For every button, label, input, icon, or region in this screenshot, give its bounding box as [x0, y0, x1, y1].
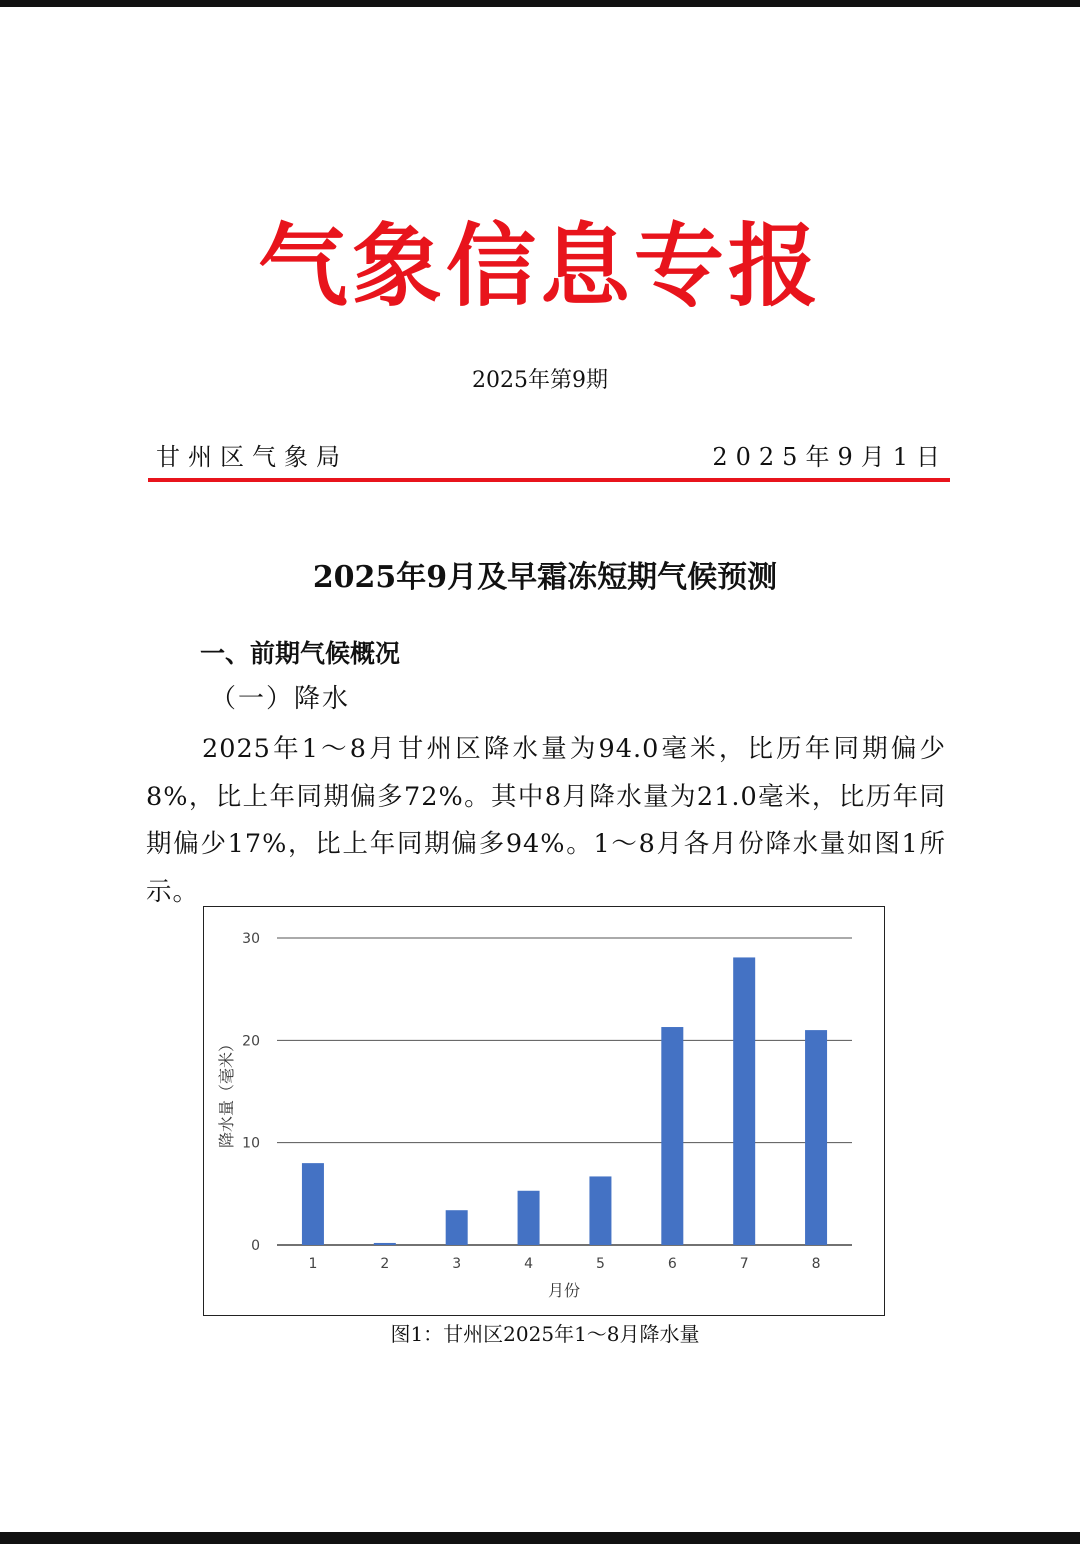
subsection-heading: （一）降水 [210, 684, 351, 714]
document-title: 2025年9月及早霜冻短期气候预测 [312, 560, 778, 595]
y-axis-title: 降水量（毫米） [217, 1035, 236, 1149]
issue-number: 2025年第9期 [472, 368, 608, 393]
publish-date: 2025年9月1日 [712, 443, 948, 471]
x-tick-label: 3 [452, 1256, 462, 1272]
red-divider-rule [148, 478, 950, 482]
bar-month-1 [302, 1163, 324, 1245]
body-paragraph: 2025年1～8月甘州区降水量为94.0毫米，比历年同期偏少8%，比上年同期偏多72%。其中8月降水量为21.0毫米，比历年同期偏少17%，比上年同期偏多94%。1～8月各月份降水量如图1所示。 [146, 734, 946, 907]
x-axis-title: 月份 [547, 1281, 581, 1300]
x-tick-label: 6 [667, 1256, 677, 1272]
bar-month-7 [733, 957, 755, 1245]
x-tick-label: 2 [380, 1256, 390, 1272]
y-tick-label: 10 [242, 1135, 260, 1152]
bottom-border [0, 1532, 1080, 1544]
y-tick-label: 20 [242, 1033, 260, 1050]
y-tick-label: 0 [251, 1238, 260, 1254]
bar-month-4 [518, 1191, 540, 1245]
agency-name: 甘州区气象局 [156, 443, 348, 471]
x-tick-label: 4 [524, 1256, 534, 1272]
bar-month-5 [589, 1176, 611, 1245]
bar-month-6 [661, 1027, 683, 1245]
y-tick-label: 30 [242, 931, 260, 947]
chart-canvas [204, 907, 886, 1317]
bar-month-2 [374, 1243, 396, 1245]
bar-month-8 [805, 1030, 827, 1245]
x-tick-label: 7 [739, 1256, 749, 1272]
precipitation-chart [203, 906, 885, 1316]
x-tick-label: 8 [811, 1256, 821, 1272]
bar-month-3 [446, 1210, 468, 1245]
x-tick-label: 5 [595, 1256, 605, 1272]
masthead-title: 气象信息专报 [258, 214, 822, 319]
section-heading: 一、前期气候概况 [200, 639, 401, 668]
x-tick-label: 1 [308, 1256, 318, 1272]
figure-caption: 图1：甘州区2025年1～8月降水量 [390, 1322, 700, 1346]
top-border [0, 0, 1080, 7]
